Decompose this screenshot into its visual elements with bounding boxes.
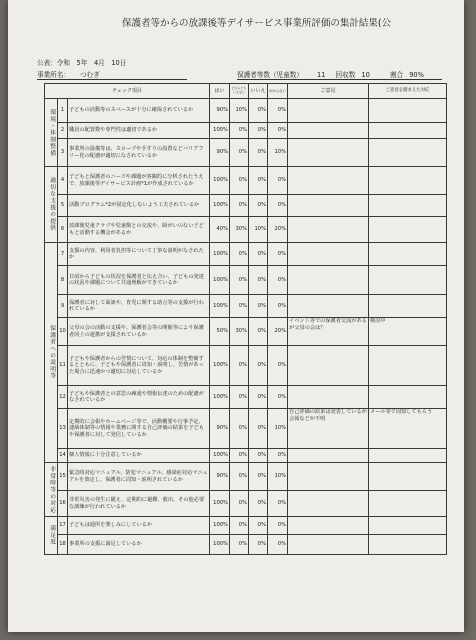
row-number: 16: [58, 491, 68, 517]
header-item: チェック項目: [45, 84, 210, 99]
yes-percent: 100%: [210, 449, 230, 463]
unknown-percent: 0%: [268, 99, 288, 123]
row-number: 6: [58, 217, 68, 243]
table-row: [45, 217, 447, 243]
table-row: [45, 491, 447, 517]
row-number: 18: [58, 535, 68, 555]
neither-percent: 0%: [230, 535, 249, 555]
no-percent: 0%: [249, 491, 268, 517]
no-percent: 10%: [249, 217, 268, 243]
response-cell: [369, 491, 447, 517]
opinion-cell: [288, 217, 369, 243]
document-title: 保護者等からの放課後等デイサービス事業所評価の集計結果(公: [122, 18, 392, 29]
neither-percent: 0%: [230, 167, 249, 195]
unknown-percent: 10%: [268, 409, 288, 449]
no-percent: 0%: [249, 449, 268, 463]
unknown-percent: 0%: [268, 386, 288, 409]
check-item: 非常災害の発生に備え、定期的に避難、救出、その他必要な訓練が行われているか: [68, 491, 210, 517]
row-number: 8: [58, 266, 68, 295]
neither-percent: 0%: [230, 346, 249, 386]
check-item: 個人情報に十分注意しているか: [68, 449, 210, 463]
unknown-percent: 10%: [268, 463, 288, 491]
opinion-cell: [288, 295, 369, 318]
check-item: 職員の配置数や専門性は適切であるか: [68, 123, 210, 139]
neither-percent: 30%: [230, 217, 249, 243]
opinion-cell: [288, 139, 369, 167]
check-item: 放課後児童クラブや児童館との交流や、障がいのない子どもと活動する機会があるか: [68, 217, 210, 243]
table-header-row: [45, 84, 447, 99]
neither-percent: 0%: [230, 123, 249, 139]
no-percent: 0%: [249, 409, 268, 449]
neither-percent: 0%: [230, 139, 249, 167]
evaluation-table: [44, 83, 447, 555]
table-row: [45, 318, 447, 346]
opinion-cell: [288, 167, 369, 195]
opinion-cell: [288, 491, 369, 517]
response-cell: [369, 99, 447, 123]
header-yes: はい: [210, 84, 230, 99]
header-neither: どちらともいえない: [230, 84, 249, 99]
neither-percent: 0%: [230, 386, 249, 409]
row-number: 2: [58, 123, 68, 139]
neither-percent: 0%: [230, 449, 249, 463]
neither-percent: 10%: [230, 99, 249, 123]
unknown-percent: 20%: [268, 318, 288, 346]
table-row: [45, 449, 447, 463]
neither-percent: 0%: [230, 266, 249, 295]
check-item: 保護者に対して面談や、育児に関する助言等の支援が行われているか: [68, 295, 210, 318]
response-cell: [369, 243, 447, 266]
check-item: 子どもや保護者からの苦情について、対応の体制を整備するとともに、子どもや保護者に周知・説明し、苦情があった場合に迅速かつ適切に対応しているか: [68, 346, 210, 386]
neither-percent: 30%: [230, 318, 249, 346]
row-number: 17: [58, 517, 68, 535]
unknown-percent: 10%: [268, 139, 288, 167]
row-number: 4: [58, 167, 68, 195]
yes-percent: 100%: [210, 535, 230, 555]
opinion-cell: イベント等での保護者交流があるが父母の会は？: [288, 318, 369, 346]
response-cell: [369, 139, 447, 167]
yes-percent: 90%: [210, 409, 230, 449]
response-cell: 検討中: [369, 318, 447, 346]
table-row: [45, 243, 447, 266]
no-percent: 0%: [249, 517, 268, 535]
table-row: [45, 167, 447, 195]
table-row: [45, 386, 447, 409]
row-number: 11: [58, 346, 68, 386]
yes-percent: 50%: [210, 318, 230, 346]
opinion-cell: 自己評価の結果は発表しているが会報などが不明: [288, 409, 369, 449]
no-percent: 0%: [249, 99, 268, 123]
yes-percent: 100%: [210, 123, 230, 139]
check-item: 事業所の設備等は、スロープや手すりの設置などバリアフリー化の配慮が適切になされているか: [68, 139, 210, 167]
response-cell: [369, 535, 447, 555]
check-item: 子どもと保護者のニーズや課題が客観的に分析されたうえで、放課後等デイサービス計画*1が作成されているか: [68, 167, 210, 195]
header-unknown: わからない: [268, 84, 288, 99]
unknown-percent: 20%: [268, 217, 288, 243]
unknown-percent: 0%: [268, 535, 288, 555]
check-item: 事業所の支援に満足しているか: [68, 535, 210, 555]
header-response: ご意見を踏まえた対応: [369, 84, 447, 99]
neither-percent: 0%: [230, 295, 249, 318]
unknown-percent: 0%: [268, 346, 288, 386]
facility-field: [37, 69, 187, 80]
check-item: 活動プログラム*2が固定化しないよう工夫されているか: [68, 195, 210, 217]
header-no: いいえ: [249, 84, 268, 99]
row-number: 5: [58, 195, 68, 217]
check-item: 子どもは通所を楽しみにしているか: [68, 517, 210, 535]
opinion-cell: [288, 99, 369, 123]
yes-percent: 100%: [210, 295, 230, 318]
table-row: [45, 463, 447, 491]
category-explain: 保護者への説明等: [45, 243, 58, 463]
check-item: 子どもや保護者との意思の疎通や情報伝達のための配慮がなされているか: [68, 386, 210, 409]
response-cell: [369, 449, 447, 463]
response-cell: [369, 463, 447, 491]
responses-label: 回収数: [335, 71, 356, 79]
no-percent: 0%: [249, 139, 268, 167]
response-cell: [369, 266, 447, 295]
ratio-label: 割合: [389, 71, 404, 79]
count-value: 11: [317, 71, 326, 79]
yes-percent: 100%: [210, 195, 230, 217]
header-opinion: ご意見: [288, 84, 369, 99]
row-number: 1: [58, 99, 68, 123]
yes-percent: 90%: [210, 463, 230, 491]
no-percent: 0%: [249, 346, 268, 386]
check-item: 定期的に会報やホームページ等で、活動概要や行事予定、連絡体制等の情報や業務に関する自己評価の結果を子どもや保護者に対して発信しているか: [68, 409, 210, 449]
category-satisfaction: 満足度: [45, 517, 58, 555]
row-number: 13: [58, 409, 68, 449]
facility-label: 事業所名：: [37, 71, 70, 79]
no-percent: 0%: [249, 243, 268, 266]
no-percent: 0%: [249, 295, 268, 318]
row-number: 12: [58, 386, 68, 409]
response-cell: メール等で周知してもらう: [369, 409, 447, 449]
unknown-percent: 0%: [268, 449, 288, 463]
yes-percent: 100%: [210, 167, 230, 195]
table-row: [45, 99, 447, 123]
category-support: 適切な支援の提供: [45, 167, 58, 243]
row-number: 3: [58, 139, 68, 167]
unknown-percent: 0%: [268, 491, 288, 517]
no-percent: 0%: [249, 167, 268, 195]
opinion-cell: [288, 195, 369, 217]
category-emergency: 非常時等の対応: [45, 463, 58, 517]
opinion-cell: [288, 346, 369, 386]
yes-percent: 100%: [210, 386, 230, 409]
neither-percent: 0%: [230, 517, 249, 535]
neither-percent: 0%: [230, 463, 249, 491]
table-row: [45, 139, 447, 167]
opinion-cell: [288, 123, 369, 139]
response-cell: [369, 346, 447, 386]
category-env: 環境・体制整備: [45, 99, 58, 167]
no-percent: 0%: [249, 266, 268, 295]
yes-percent: 100%: [210, 346, 230, 386]
unknown-percent: 0%: [268, 295, 288, 318]
publish-date: 公表：令和 5年 4月 10日: [37, 59, 127, 67]
check-item: 子どもの活動等のスペースが十分に確保されているか: [68, 99, 210, 123]
neither-percent: 0%: [230, 195, 249, 217]
no-percent: 0%: [249, 123, 268, 139]
yes-percent: 100%: [210, 266, 230, 295]
yes-percent: 100%: [210, 517, 230, 535]
responses-value: 10: [361, 71, 370, 79]
no-percent: 0%: [249, 463, 268, 491]
count-label: 保護者等数（児童数）: [237, 71, 303, 79]
table-row: [45, 535, 447, 555]
unknown-percent: 0%: [268, 517, 288, 535]
response-cell: [369, 295, 447, 318]
no-percent: 0%: [249, 535, 268, 555]
no-percent: 0%: [249, 386, 268, 409]
neither-percent: 0%: [230, 409, 249, 449]
opinion-cell: [288, 535, 369, 555]
document-page: [8, 0, 464, 632]
response-cell: [369, 517, 447, 535]
check-item: 支援の内容、利用者負担等について丁寧な説明がなされたか: [68, 243, 210, 266]
table-row: [45, 295, 447, 318]
table-row: [45, 123, 447, 139]
unknown-percent: 0%: [268, 195, 288, 217]
yes-percent: 100%: [210, 243, 230, 266]
yes-percent: 100%: [210, 491, 230, 517]
row-number: 10: [58, 318, 68, 346]
response-cell: [369, 167, 447, 195]
row-number: 9: [58, 295, 68, 318]
unknown-percent: 0%: [268, 266, 288, 295]
no-percent: 0%: [249, 195, 268, 217]
table-row: [45, 346, 447, 386]
response-cell: [369, 217, 447, 243]
opinion-cell: [288, 266, 369, 295]
opinion-cell: [288, 517, 369, 535]
unknown-percent: 0%: [268, 167, 288, 195]
row-number: 15: [58, 463, 68, 491]
table-row: [45, 195, 447, 217]
unknown-percent: 0%: [268, 243, 288, 266]
neither-percent: 0%: [230, 491, 249, 517]
table-row: [45, 409, 447, 449]
opinion-cell: [288, 243, 369, 266]
ratio-value: 90%: [409, 71, 424, 79]
row-number: 7: [58, 243, 68, 266]
check-item: 父母の会の活動の支援や、保護者会等の開催等により保護者同士の連携が支援されているか: [68, 318, 210, 346]
table-row: [45, 266, 447, 295]
yes-percent: 90%: [210, 139, 230, 167]
neither-percent: 0%: [230, 243, 249, 266]
table-row: [45, 517, 447, 535]
unknown-percent: 0%: [268, 123, 288, 139]
yes-percent: 90%: [210, 99, 230, 123]
table-body: [45, 99, 447, 555]
no-percent: 0%: [249, 318, 268, 346]
response-cell: [369, 195, 447, 217]
check-item: 日頃から子どもの状況を保護者と伝え合い、子どもの発達の状況や課題について共通理解ができているか: [68, 266, 210, 295]
facility-name: つむぎ: [80, 71, 100, 79]
row-number: 14: [58, 449, 68, 463]
stats-field: [237, 69, 442, 80]
opinion-cell: [288, 449, 369, 463]
response-cell: [369, 123, 447, 139]
response-cell: [369, 386, 447, 409]
opinion-cell: [288, 463, 369, 491]
opinion-cell: [288, 386, 369, 409]
check-item: 緊急時対応マニュアル、防犯マニュアル、感染症対応マニュアルを策定し、保護者に周知・説明されているか: [68, 463, 210, 491]
yes-percent: 40%: [210, 217, 230, 243]
